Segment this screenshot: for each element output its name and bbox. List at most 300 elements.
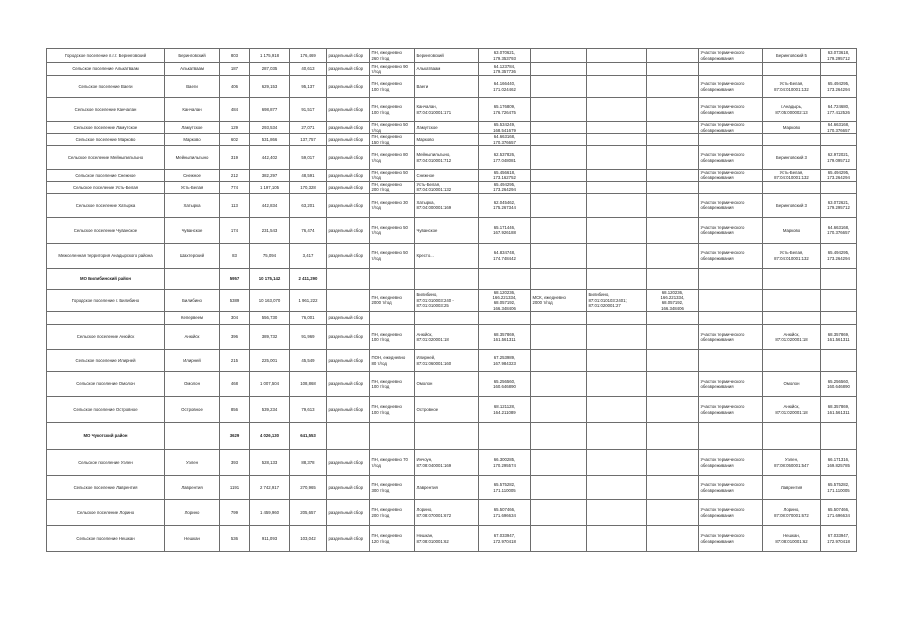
facility-address-cell: Билибино, 87:01:010103:2401; 87:01:020001:27 [587,289,647,311]
collection-method-cell: раздельный сбор [327,76,370,98]
table-row [47,243,857,268]
locality-name-cell: Алькатваам [165,63,220,76]
table-row [47,325,857,350]
settlement-name-cell: Сельское поселение Илирней [47,350,165,372]
volume-value-cell: 2 742,917 [250,476,290,500]
volume-value-cell: 4 026,130 [250,423,290,450]
locality-name-cell [165,423,220,450]
facility-schedule-cell [531,49,587,63]
facility-schedule-cell [531,423,587,450]
table-row [47,63,857,76]
site-address-cell [415,423,479,450]
mass-value-cell: 95,137 [290,76,327,98]
locality-name-cell: Ламутское [165,122,220,134]
processing-site-cell [763,181,821,193]
collection-method-cell: раздельный сбор [327,500,370,526]
mass-value-cell: 3,417 [290,243,327,268]
transport-schedule-cell: ПН, ежедневно 200 т/год [370,181,415,193]
settlement-name-cell: Городское поселение п.г.т. Беринговский [47,49,165,63]
processing-type-cell [699,312,763,325]
facility-coordinates-cell [647,243,699,268]
facility-address-cell [587,193,647,217]
mass-value-cell: 176,469 [290,49,327,63]
processing-type-cell: Участок термического обезвреживания [699,500,763,526]
facility-coordinates-cell [647,76,699,98]
processing-coordinates-cell [821,63,857,76]
volume-value-cell: 442,834 [250,193,290,217]
transport-schedule-cell: ПН, ежедневно 260 т/год [370,49,415,63]
transport-schedule-cell [370,423,415,450]
processing-type-cell: Участок термического обезвреживания [699,146,763,170]
site-address-cell: Канчалан, 87:04:010001:171 [415,98,479,122]
site-address-cell: Чуванское [415,217,479,243]
table-row [47,350,857,372]
population-value-cell: 212 [220,170,250,182]
processing-coordinates-cell: 67.033947, 172.970418 [821,526,857,552]
site-coordinates-cell: 65.575282, 171.110005 [479,476,531,500]
processing-site-cell: Марково [763,122,821,134]
site-address-cell: Анюйск, 87:01:020001:18 [415,325,479,350]
processing-coordinates-cell: 68.357869, 161.561311 [821,325,857,350]
population-value-cell: 5957 [220,268,250,289]
volume-value-cell: 1 459,960 [250,500,290,526]
mass-value-cell: 170,328 [290,181,327,193]
volume-value-cell: 528,133 [250,450,290,476]
table-row [47,76,857,98]
facility-coordinates-cell [647,450,699,476]
facility-coordinates-cell [647,217,699,243]
processing-site-cell: Лорино, 87:08:070001:672 [763,500,821,526]
transport-schedule-cell: ПН, ежедневно 100 т/год [370,397,415,423]
transport-schedule-cell: ПН, ежедневно 300 т/год [370,476,415,500]
processing-coordinates-cell [821,181,857,193]
district-row [47,423,857,450]
processing-site-cell: Лаврентия [763,476,821,500]
facility-coordinates-cell [647,500,699,526]
facility-address-cell [587,526,647,552]
table-row [47,500,857,526]
facility-address-cell [587,217,647,243]
settlement-name-cell: Сельское поселение Лаврентия [47,476,165,500]
locality-name-cell: Кепервеем [165,312,220,325]
population-value-cell: 187 [220,63,250,76]
facility-coordinates-cell [647,312,699,325]
locality-name-cell: Усть-Белая [165,181,220,193]
processing-site-cell [763,268,821,289]
mass-value-cell: 91,969 [290,325,327,350]
volume-value-cell: 1 007,504 [250,372,290,397]
processing-site-cell: Беринговский 5 [763,49,821,63]
settlement-name-cell: Сельское поселение Ваеги [47,76,165,98]
site-coordinates-cell: 65.507466, 171.696634 [479,500,531,526]
facility-coordinates-cell [647,193,699,217]
facility-address-cell [587,170,647,182]
site-address-cell [415,312,479,325]
population-value-cell: 304 [220,312,250,325]
processing-site-cell: Усть-Белая, 87:04:010001:132 [763,170,821,182]
facility-coordinates-cell [647,423,699,450]
site-coordinates-cell: 67.033947, 172.970418 [479,526,531,552]
processing-coordinates-cell: 66.171316, 169.825785 [821,450,857,476]
processing-site-cell: Усть-Белая, 87:04:010001:132 [763,76,821,98]
processing-coordinates-cell: 65.494295, 173.264294 [821,243,857,268]
locality-name-cell: Анюйск [165,325,220,350]
processing-site-cell: Марково [763,217,821,243]
site-coordinates-cell: 65.456618, 173.162752 [479,170,531,182]
site-coordinates-cell: 62.537826, 177.048081 [479,146,531,170]
facility-coordinates-cell [647,372,699,397]
mass-value-cell: 79,613 [290,397,327,423]
processing-type-cell: Участок термического обезвреживания [699,76,763,98]
settlement-name-cell: Сельское поселение Лорино [47,500,165,526]
facility-schedule-cell: МСК, ежедневно 2000 т/год [531,289,587,311]
processing-coordinates-cell [821,289,857,311]
facility-coordinates-cell [647,268,699,289]
facility-schedule-cell [531,350,587,372]
table-row [47,217,857,243]
volume-value-cell: 231,543 [250,217,290,243]
locality-name-cell: Ваеги [165,76,220,98]
locality-name-cell: Островное [165,397,220,423]
processing-site-cell: Нешкан, 87:08:010001:62 [763,526,821,552]
locality-name-cell: Мейныпильгыно [165,146,220,170]
facility-address-cell [587,423,647,450]
locality-name-cell: Илирней [165,350,220,372]
facility-schedule-cell [531,170,587,182]
settlement-name-cell: Сельское поселение Алькатваам [47,63,165,76]
facility-schedule-cell [531,312,587,325]
site-coordinates-cell: 62.045462, 175.267344 [479,193,531,217]
locality-name-cell: Марково [165,134,220,146]
site-address-cell: Кресто... [415,243,479,268]
collection-method-cell: раздельный сбор [327,476,370,500]
volume-value-cell: 10 175,142 [250,268,290,289]
mass-value-cell: 48,591 [290,170,327,182]
mass-value-cell: 91,517 [290,98,327,122]
transport-schedule-cell: ПН, ежедневно 50 т/год [370,170,415,182]
volume-value-cell: 531,866 [250,134,290,146]
population-value-cell: 803 [220,49,250,63]
table-row [47,397,857,423]
transport-schedule-cell: ПН, ежедневно 100 т/год [370,98,415,122]
facility-schedule-cell [531,146,587,170]
facility-coordinates-cell [647,122,699,134]
collection-method-cell: раздельный сбор [327,450,370,476]
population-value-cell: 406 [220,76,250,98]
table-row [47,289,857,311]
facility-schedule-cell [531,181,587,193]
site-address-cell: Мейныпильгыно, 87:04:010001:712 [415,146,479,170]
collection-method-cell: раздельный сбор [327,217,370,243]
facility-schedule-cell [531,76,587,98]
facility-schedule-cell [531,450,587,476]
site-address-cell: Ламутское [415,122,479,134]
population-value-cell: 393 [220,450,250,476]
transport-schedule-cell: ПН, ежедневно 100 т/год [370,76,415,98]
settlement-name-cell: Сельское поселение Марково [47,134,165,146]
population-value-cell: 536 [220,526,250,552]
volume-value-cell: 287,035 [250,63,290,76]
site-coordinates-cell: 65.256560, 160.646890 [479,372,531,397]
transport-schedule-cell: ПН, ежедневно 80 т/год [370,146,415,170]
transport-schedule-cell: ПН, ежедневно 50 т/год [370,217,415,243]
population-value-cell: 1191 [220,476,250,500]
site-address-cell: Нешкан, 87:08:010001:62 [415,526,479,552]
population-value-cell: 129 [220,122,250,134]
facility-coordinates-cell [647,170,699,182]
processing-coordinates-cell: 63.072621, 179.295712 [821,193,857,217]
facility-schedule-cell [531,217,587,243]
volume-value-cell: 911,093 [250,526,290,552]
collection-method-cell [327,423,370,450]
transport-schedule-cell [370,312,415,325]
processing-type-cell: Участок термического обезвреживания [699,170,763,182]
processing-site-cell [763,289,821,311]
population-value-cell: 484 [220,98,250,122]
locality-name-cell: Беринговский [165,49,220,63]
processing-site-cell: Усть-Белая, 87:04:010001:132 [763,243,821,268]
population-value-cell: 602 [220,134,250,146]
volume-value-cell: 10 163,070 [250,289,290,311]
transport-schedule-cell: ПОН, ежедневно 80 т/год [370,350,415,372]
locality-name-cell: Нешкан [165,526,220,552]
table-row [47,49,857,63]
site-address-cell: Алькатваам [415,63,479,76]
transport-schedule-cell: ПН, ежедневно 50 т/год [370,243,415,268]
processing-coordinates-cell [821,312,857,325]
site-address-cell: Ваеги [415,76,479,98]
facility-address-cell [587,146,647,170]
facility-coordinates-cell [647,134,699,146]
site-coordinates-cell [479,312,531,325]
processing-type-cell: Участок термического обезвреживания [699,217,763,243]
settlement-name-cell: Сельское поселение Чуванское [47,217,165,243]
settlement-name-cell: Сельское поселение Нешкан [47,526,165,552]
facility-coordinates-cell [647,350,699,372]
table-row [47,146,857,170]
collection-method-cell: раздельный сбор [327,372,370,397]
site-address-cell: Инчоун, 87:08:040001:169 [415,450,479,476]
facility-address-cell [587,476,647,500]
collection-method-cell: раздельный сбор [327,193,370,217]
volume-value-cell: 382,297 [250,170,290,182]
processing-type-cell: Участок термического обезвреживания [699,397,763,423]
facility-coordinates-cell: 68.120236, 166.221334, 68.057192, 166.348406 [647,289,699,311]
facility-schedule-cell [531,476,587,500]
facility-address-cell [587,243,647,268]
population-value-cell: 174 [220,217,250,243]
volume-value-cell: 556,730 [250,312,290,325]
population-value-cell: 5389 [220,289,250,311]
facility-address-cell [587,312,647,325]
site-address-cell: Островное [415,397,479,423]
locality-name-cell: Снежное [165,170,220,182]
transport-schedule-cell: ПН, ежедневно 100 т/год [370,325,415,350]
processing-coordinates-cell: 65.575282, 171.110005 [821,476,857,500]
mass-value-cell: 270,965 [290,476,327,500]
facility-schedule-cell [531,500,587,526]
site-coordinates-cell: 64.166440, 171.024462 [479,76,531,98]
settlement-name-cell: Межселенная территория Анадырского района [47,243,165,268]
facility-schedule-cell [531,122,587,134]
collection-method-cell: раздельный сбор [327,243,370,268]
population-value-cell: 83 [220,243,250,268]
processing-type-cell: Участок термического обезвреживания [699,122,763,134]
facility-schedule-cell [531,397,587,423]
collection-method-cell [327,268,370,289]
processing-type-cell [699,289,763,311]
transport-schedule-cell: ПН, ежедневно 90 т/год [370,63,415,76]
locality-name-cell: Лорино [165,500,220,526]
facility-coordinates-cell [647,63,699,76]
volume-value-cell: 75,094 [250,243,290,268]
locality-name-cell: Лаврентия [165,476,220,500]
processing-type-cell [699,181,763,193]
processing-type-cell: Участок термического обезвреживания [699,325,763,350]
locality-name-cell: Уэлен [165,450,220,476]
transport-schedule-cell: ПН, ежедневно 30 т/год [370,193,415,217]
collection-method-cell: раздельный сбор [327,526,370,552]
facility-address-cell [587,134,647,146]
facility-address-cell [587,450,647,476]
facility-address-cell [587,350,647,372]
processing-coordinates-cell: 63.073618, 179.295712 [821,49,857,63]
site-address-cell: Снежное [415,170,479,182]
mass-value-cell: 40,613 [290,63,327,76]
facility-address-cell [587,500,647,526]
processing-type-cell [699,350,763,372]
mass-value-cell: 103,042 [290,526,327,552]
processing-type-cell [699,268,763,289]
site-address-cell: Беринговский [415,49,479,63]
mass-value-cell: 137,757 [290,134,327,146]
facility-address-cell [587,181,647,193]
processing-coordinates-cell: 68.357869, 161.561311 [821,397,857,423]
collection-method-cell: раздельный сбор [327,146,370,170]
table-row [47,181,857,193]
facility-address-cell [587,76,647,98]
settlement-name-cell: Сельское поселение Уэлен [47,450,165,476]
facility-schedule-cell [531,372,587,397]
processing-coordinates-cell: 65.494295, 173.264294 [821,76,857,98]
processing-coordinates-cell: 64.724680, 177.412526 [821,98,857,122]
site-address-cell: Лаврентия [415,476,479,500]
volume-value-cell: 1 197,105 [250,181,290,193]
collection-method-cell: раздельный сбор [327,63,370,76]
facility-address-cell [587,63,647,76]
mass-value-cell: 76,001 [290,312,327,325]
facility-schedule-cell [531,63,587,76]
site-coordinates-cell [479,268,531,289]
site-address-cell: Хатырка, 87:04:000001:169 [415,193,479,217]
settlement-name-cell: Сельское поселение Омолон [47,372,165,397]
processing-coordinates-cell: 65.256560, 160.646890 [821,372,857,397]
processing-type-cell: Участок термического обезвреживания [699,372,763,397]
processing-site-cell: Беринговский 3 [763,193,821,217]
population-value-cell: 774 [220,181,250,193]
processing-site-cell [763,312,821,325]
facility-address-cell [587,98,647,122]
mass-value-cell: 2 411,290 [290,268,327,289]
population-value-cell: 215 [220,350,250,372]
settlement-name-cell: Сельское поселение Мейныпильгыно [47,146,165,170]
table-row [47,193,857,217]
collection-method-cell: раздельный сбор [327,122,370,134]
facility-coordinates-cell [647,181,699,193]
processing-site-cell: Омолон [763,372,821,397]
settlement-name-cell: Сельское поселение Усть-Белая [47,181,165,193]
site-coordinates-cell: 65.494295, 173.264294 [479,181,531,193]
table-row [47,98,857,122]
processing-coordinates-cell: 65.507466, 171.696634 [821,500,857,526]
locality-name-cell: Шахтерский [165,243,220,268]
site-coordinates-cell: 65.176809, 176.726475 [479,98,531,122]
processing-coordinates-cell [821,134,857,146]
processing-type-cell [699,423,763,450]
processing-site-cell [763,134,821,146]
collection-method-cell: раздельный сбор [327,170,370,182]
processing-site-cell: Анюйск, 87:01:020001:18 [763,397,821,423]
locality-name-cell [165,268,220,289]
site-coordinates-cell: 66.300285, 170.295574 [479,450,531,476]
collection-method-cell: раздельный сбор [327,397,370,423]
facility-schedule-cell [531,325,587,350]
site-coordinates-cell: 67.253989, 167.984323 [479,350,531,372]
volume-value-cell: 389,732 [250,325,290,350]
processing-coordinates-cell [821,268,857,289]
volume-value-cell: 539,234 [250,397,290,423]
facility-address-cell [587,325,647,350]
processing-type-cell: Участок термического обезвреживания [699,243,763,268]
facility-address-cell [587,122,647,134]
mass-value-cell: 76,474 [290,217,327,243]
processing-site-cell [763,350,821,372]
facility-schedule-cell [531,134,587,146]
population-value-cell: 113 [220,193,250,217]
volume-value-cell: 629,153 [250,76,290,98]
processing-coordinates-cell: 65.494295, 173.264294 [821,170,857,182]
facility-schedule-cell [531,98,587,122]
collection-method-cell: раздельный сбор [327,350,370,372]
collection-method-cell: раздельный сбор [327,98,370,122]
collection-method-cell: раздельный сбор [327,134,370,146]
processing-coordinates-cell [821,423,857,450]
transport-schedule-cell: ПН, ежедневно 120 т/год [370,526,415,552]
site-coordinates-cell: 68.121128, 164.211089 [479,397,531,423]
population-value-cell: 319 [220,146,250,170]
facility-coordinates-cell [647,98,699,122]
site-coordinates-cell: 65.171446, 167.926188 [479,217,531,243]
population-value-cell: 468 [220,372,250,397]
processing-type-cell: Участок термического обезвреживания [699,98,763,122]
facility-schedule-cell [531,526,587,552]
table-row [47,312,857,325]
table-row [47,372,857,397]
processing-site-cell: Уэлен, 87:08:050001:547 [763,450,821,476]
locality-name-cell: Чуванское [165,217,220,243]
site-address-cell [415,268,479,289]
mass-value-cell: 63,201 [290,193,327,217]
site-coordinates-cell: 63.070621, 179.353793 [479,49,531,63]
transport-schedule-cell: ПН, ежедневно 2000 т/год [370,289,415,311]
table-row [47,122,857,134]
transport-schedule-cell: ПН, ежедневно 100 т/год [370,372,415,397]
processing-site-cell: Анюйск, 87:01:020001:18 [763,325,821,350]
locality-name-cell: Омолон [165,372,220,397]
transport-schedule-cell: ПН, ежедневно 200 т/год [370,500,415,526]
mass-value-cell: 641,553 [290,423,327,450]
transport-schedule-cell: ПН, ежедневно 50 т/год [370,122,415,134]
